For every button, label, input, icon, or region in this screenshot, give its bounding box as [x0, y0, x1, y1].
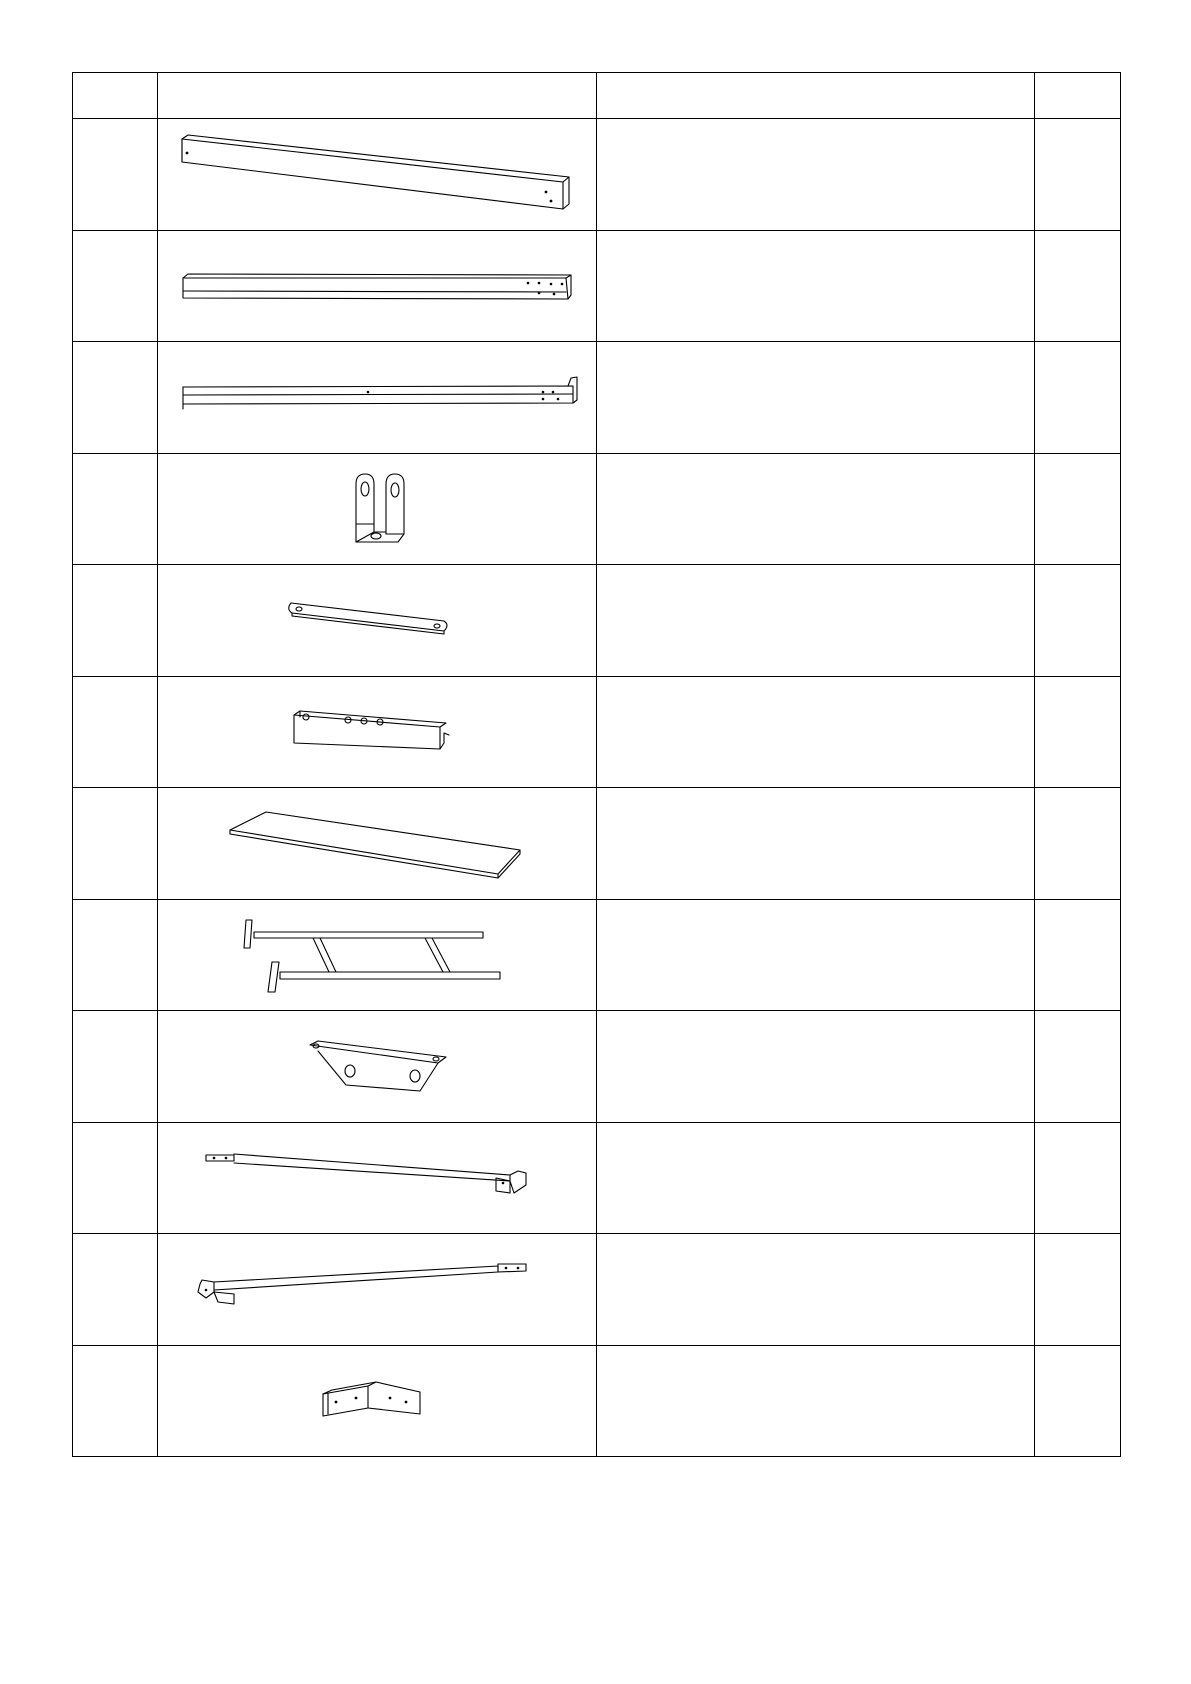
- part-qty-cell: [1035, 788, 1121, 900]
- part-number-cell: [73, 899, 158, 1011]
- part-picture-cell: [158, 1122, 597, 1234]
- part-number-cell: [73, 119, 158, 231]
- part-qty-cell: [1035, 1345, 1121, 1457]
- part-description-cell: [597, 1234, 1035, 1346]
- part-description-cell: [597, 119, 1035, 231]
- part-number-cell: [73, 342, 158, 454]
- part-number-cell: [73, 565, 158, 677]
- part-picture-cell: [158, 342, 597, 454]
- part-description-cell: [597, 565, 1035, 677]
- table-row: [73, 1122, 1121, 1234]
- part-description-cell: [597, 1011, 1035, 1123]
- long-square-tube-icon: [158, 231, 596, 341]
- part-picture-cell: [158, 899, 597, 1011]
- part-picture-cell: [158, 788, 597, 900]
- table-row: [73, 1234, 1121, 1346]
- table-row: [73, 1011, 1121, 1123]
- part-description-cell: [597, 788, 1035, 900]
- table-row: [73, 899, 1121, 1011]
- part-picture-cell: [158, 676, 597, 788]
- part-description-cell: [597, 453, 1035, 565]
- hanging-plate-bracket-icon: [158, 1011, 596, 1121]
- part-number-cell: [73, 1011, 158, 1123]
- part-picture-cell: [158, 230, 597, 342]
- part-qty-cell: [1035, 1011, 1121, 1123]
- channel-bracket-icon: [158, 677, 596, 787]
- table-row: [73, 119, 1121, 231]
- header-picture: [158, 73, 597, 119]
- header-description: [597, 73, 1035, 119]
- part-qty-cell: [1035, 676, 1121, 788]
- part-description-cell: [597, 1345, 1035, 1457]
- header-qty: [1035, 73, 1121, 119]
- part-number-cell: [73, 676, 158, 788]
- part-number-cell: [73, 1234, 158, 1346]
- part-qty-cell: [1035, 230, 1121, 342]
- part-number-cell: [73, 788, 158, 900]
- part-picture-cell: [158, 453, 597, 565]
- part-qty-cell: [1035, 119, 1121, 231]
- part-picture-cell: [158, 565, 597, 677]
- table-header-row: [73, 73, 1121, 119]
- table-row: [73, 342, 1121, 454]
- part-picture-cell: [158, 1011, 597, 1123]
- part-number-cell: [73, 230, 158, 342]
- part-picture-cell: [158, 1345, 597, 1457]
- part-qty-cell: [1035, 1234, 1121, 1346]
- part-qty-cell: [1035, 1122, 1121, 1234]
- corner-angle-bracket-icon: [158, 1346, 596, 1456]
- part-description-cell: [597, 1122, 1035, 1234]
- part-qty-cell: [1035, 565, 1121, 677]
- table-row: [73, 676, 1121, 788]
- table-row: [73, 565, 1121, 677]
- parts-list-table: [72, 72, 1121, 1457]
- leg-tube-left-foot-icon: [158, 1234, 596, 1344]
- part-number-cell: [73, 453, 158, 565]
- flat-link-bar-icon: [158, 565, 596, 675]
- part-picture-cell: [158, 1234, 597, 1346]
- part-description-cell: [597, 342, 1035, 454]
- part-description-cell: [597, 230, 1035, 342]
- long-rail-tube-icon: [158, 342, 596, 452]
- part-qty-cell: [1035, 342, 1121, 454]
- table-row: [73, 788, 1121, 900]
- part-qty-cell: [1035, 899, 1121, 1011]
- part-number-cell: [73, 1345, 158, 1457]
- table-row: [73, 453, 1121, 565]
- u-bracket-clevis-icon: [158, 454, 596, 564]
- table-row: [73, 230, 1121, 342]
- long-square-tube-diagonal-icon: [158, 119, 596, 229]
- part-description-cell: [597, 899, 1035, 1011]
- part-qty-cell: [1035, 453, 1121, 565]
- ladder-frame-icon: [158, 900, 596, 1010]
- part-number-cell: [73, 1122, 158, 1234]
- header-part-no: [73, 73, 158, 119]
- flat-board-panel-icon: [158, 788, 596, 898]
- part-description-cell: [597, 676, 1035, 788]
- leg-tube-right-foot-icon: [158, 1123, 596, 1233]
- table-row: [73, 1345, 1121, 1457]
- part-picture-cell: [158, 119, 597, 231]
